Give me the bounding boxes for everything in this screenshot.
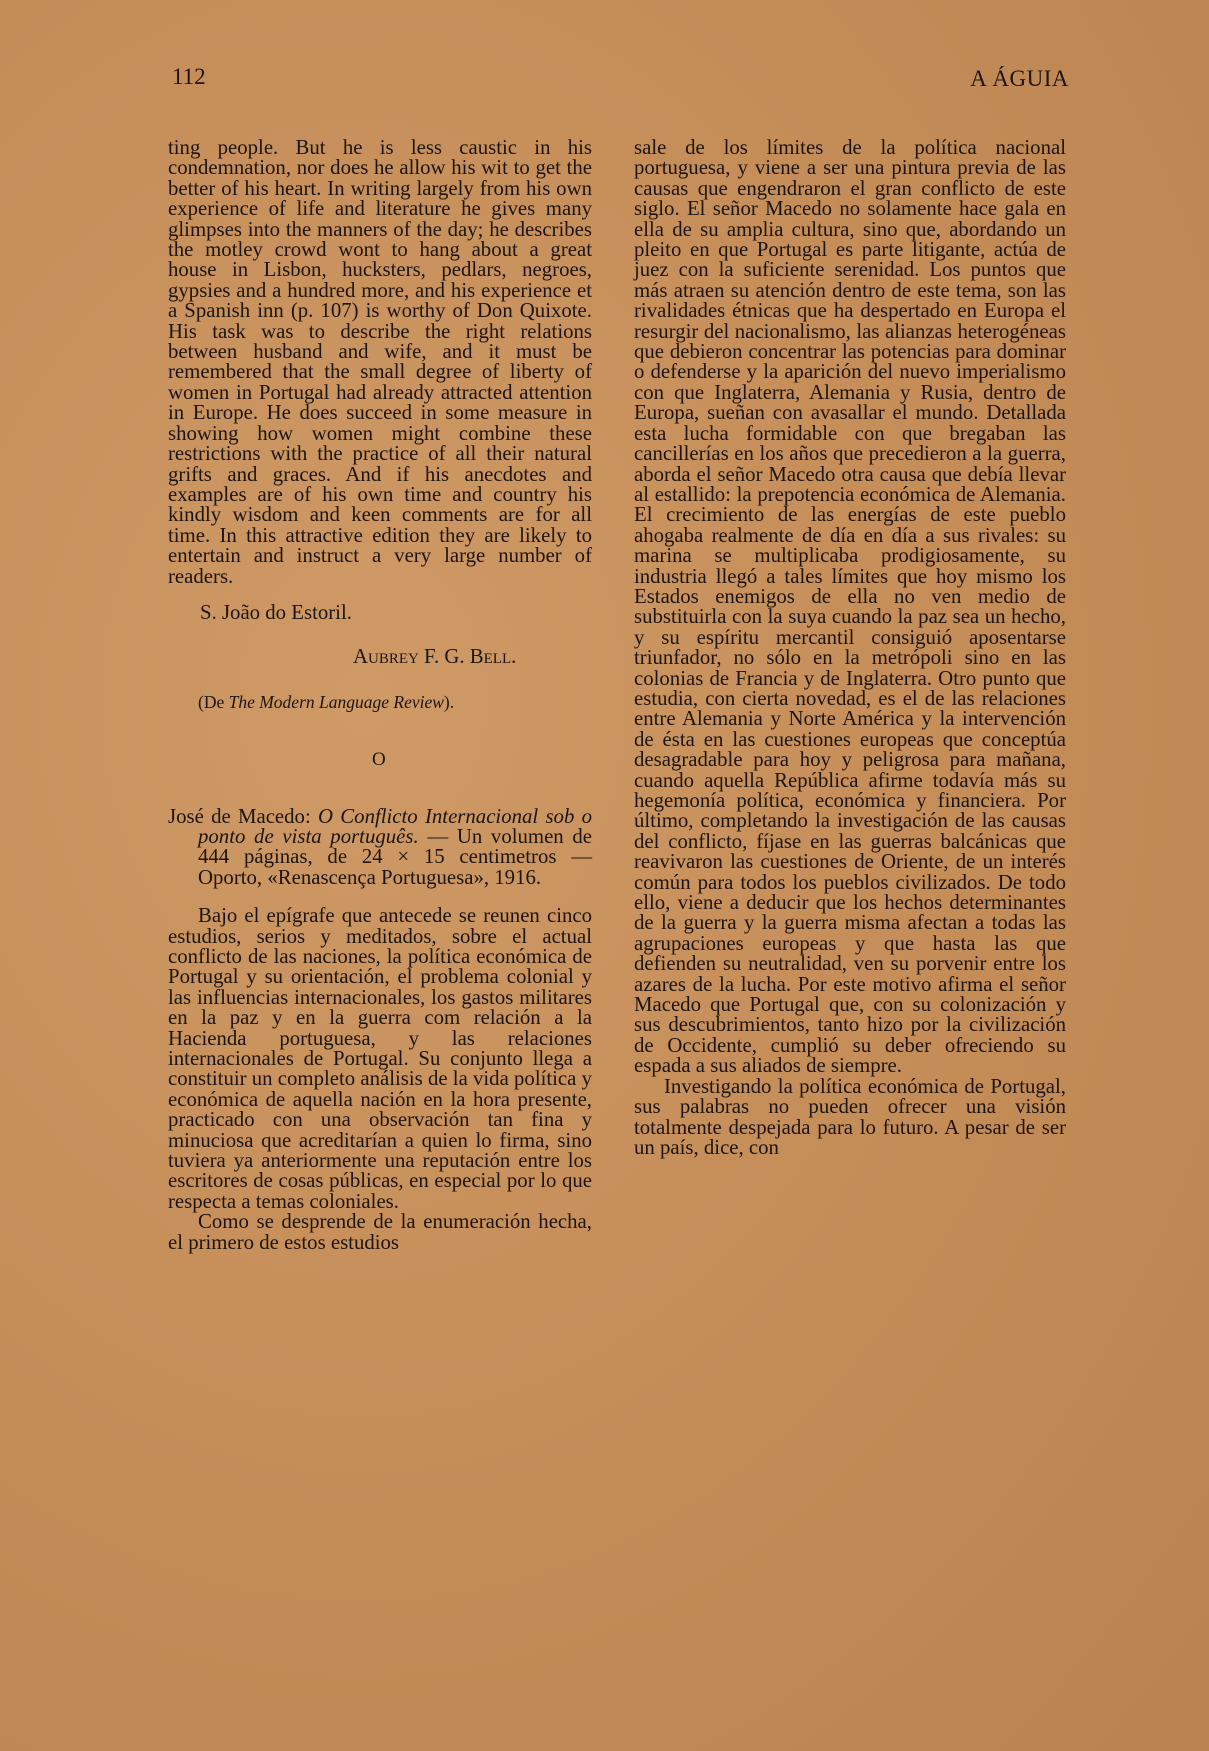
review-source — [168, 692, 592, 712]
journal-title: A ÁGUIA — [970, 66, 1069, 91]
review-source-suffix: ). — [443, 691, 455, 712]
citation-title: O Conflicto Internacional sob o ponto de vista português. — [198, 804, 593, 848]
right-column — [634, 138, 1066, 1158]
review-paragraph-4: Investigando la política económica de Portugal, sus palabras no pueden ofrecer una visión totalmente despejada para lo futuro. A pesar de ser un país, dice, con — [634, 1074, 1066, 1159]
book-citation — [168, 804, 593, 889]
citation-details: — Un volumen de 444 páginas, de 24 × 15 centimetros — Oporto, «Renascença Portuguesa», 1916. — [198, 824, 592, 889]
left-column — [168, 138, 592, 1253]
review-place: S. João do Estoril. — [200, 600, 352, 624]
review-author: Aubrey F. G. Bell. — [353, 645, 517, 669]
english-review-paragraph — [168, 138, 592, 587]
review-source-prefix: (De — [198, 691, 229, 712]
review-paragraph-3: sale de los límites de la política nacional portuguesa, y viene a ser una pintura previa de las causas que engendraron el gran conflicto de este siglo. El señor Macedo no solamente hace gala en ella de su amplia cultura, sino que, abordando un pleito en que Portugal es parte litigante, actúa de juez con la suficiente serenidad. Los puntos que más atraen su atención dentro de este tema, son las rivalidades étnicas que ha despertado en Europa el resurgir del nacionalismo, las alianzas heterogéneas que debieron concentrar las potencias para dominar o defenderse y la aparición del nuevo imperialismo con que Inglaterra, Alemania y Rusia, dentro de Europa, sueñan con avasallar el mundo. Detallada esta lucha formidable con que bregaban las cancillerías en los años que precedieron a la guerra, aborda el señor Macedo otra causa que debía llevar al estallido: la prepotencia económica de Alemania. El crecimiento de las energías de este pueblo ahogaba realmente de día en día a sus rivales: su marina se multiplicaba prodigiosamente, su industria llegó a tales límites que hoy mismo los Estados enemigos de ella no ven medio de substituirla con la suya cuando la paz sea un hecho, y su espíritu mercantil consiguió aposentarse triunfador, no sólo en la metrópoli sino en las colonias de Francia y de Inglaterra. Otro punto que estudia, con cierta novedad, es el de las relaciones entre Alemania y Norte América y la intervención de ésta en las cuestiones europeas que conceptúa desagradable para hoy y peligrosa para mañana, cuando aquella República afirme todavía más su hegemonía política, económica y financiera. Por último, completando la investigación de las causas del conflicto, fíjase en las guerras balcánicas que reavivaron las cuestiones de Oriente, de un interés común para todos los pueblos civilizados. De todo ello, viene a deducir que los hechos determinantes de la guerra y la guerra misma afectan a todas las agrupaciones europeas y que hasta las que defienden su neutralidad, ven su porvenir entre los azares de la lucha. Por este motivo afirma el señor Macedo que Portugal que, con su colonización y sus descubrimientos, tanto hizo por la civilización de Occidente, cumplió su deber ofreciendo su espada a sus aliados de siempre. — [634, 136, 1066, 1078]
citation-author: José de Macedo: — [168, 804, 319, 828]
page-number: 112 — [172, 64, 206, 89]
review-paragraph-2: Como se desprende de la enumeración hecha, el primero de estos estudios — [168, 1210, 592, 1254]
section-separator: O — [372, 749, 386, 771]
review-text-before-title: ting people. But he is less caustic in his condemnation, nor does he allow his wit to get the better of his heart. In writing largely from his own experience of life and literature he gives many glimpses into the manners of the day; he describes the motley crowd wont to hang about a great house in Lisbon, hucksters, pedlars, negroes, gypsies and a hundred more, and his experience et a Spanish inn (p. 107) is worthy of Don Quixote. His task was to describe the right relations between husband and wife, and it must be remembered that the small degree of liberty of women in Portugal had already attracted attention in Europe. He does succeed in some measure in showing how women might combine these restrictions with the practice of all their natural grifts and graces. And if his anecdotes and examples are of his own time and country his kindly wisdom and keen comments are for all time. In this attractive edition they are likely to entertain and instruct a very large number of readers. — [168, 136, 592, 588]
review-paragraph-1: Bajo el epígrafe que antecede se reunen cinco estudios, serios y meditados, sobre el actual conflicto de las naciones, la política económica de Portugal y su orientación, el problema colonial y las influencias internacionales, los gastos militares en la paz y en la guerra com relación a la Hacienda portuguesa, y las relaciones internacionales de Portugal. Su conjunto llega a constituir un completo análisis de la vida política y económica de aquella nación en la hora presente, practicado con una observación tan fina y minuciosa que acreditarían a quien lo firma, sino tuviera ya anteriormente una reputación entre los escritores de cosas públicas, en especial por lo que respecta a temas coloniales. — [168, 904, 592, 1213]
review-source-title: The Modern Language Review — [228, 691, 444, 712]
